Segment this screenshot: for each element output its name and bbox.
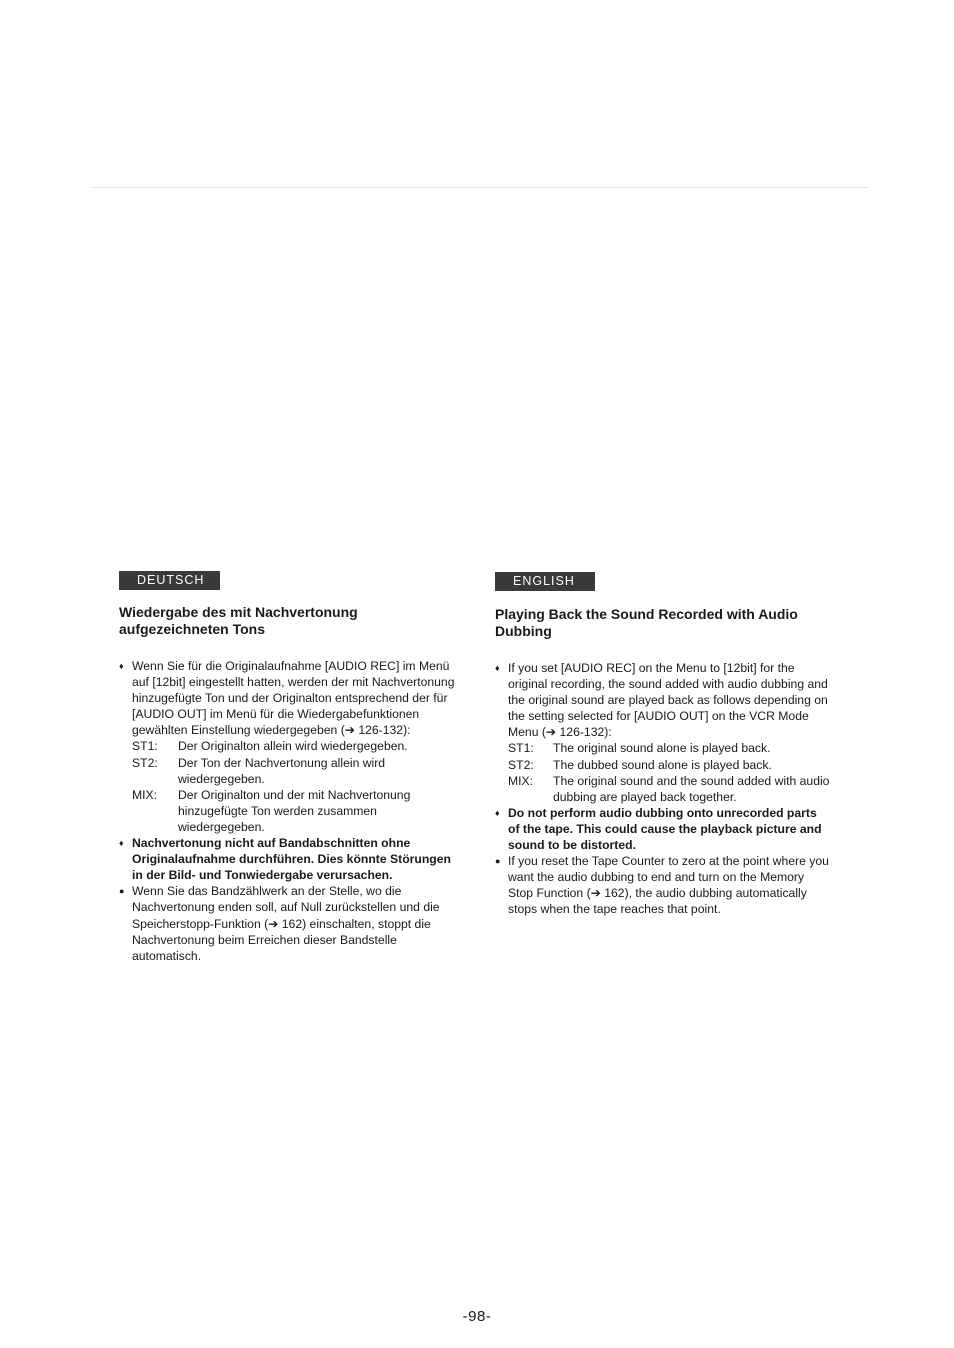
mode-description: The original sound alone is played back. (553, 741, 771, 756)
dot-bullet-icon: ● (119, 886, 125, 897)
english-mode-list (508, 740, 830, 804)
mode-description: The original sound and the sound added with audio dubbing are played back together. (553, 773, 830, 804)
deutsch-column (119, 571, 459, 964)
english-item-list (495, 660, 830, 918)
diamond-bullet-icon: ♦ (495, 663, 500, 673)
diamond-bullet-icon: ♦ (495, 807, 500, 818)
mode-description: The dubbed sound alone is played back. (553, 757, 772, 772)
mode-key: ST1: (132, 739, 158, 754)
english-item-playback-settings (495, 660, 830, 805)
deutsch-mode-row-mix (132, 787, 459, 835)
dot-bullet-icon: ● (495, 856, 501, 867)
english-mode-row-st1 (508, 740, 830, 756)
deutsch-mode-row-st2 (132, 755, 459, 787)
english-mode-row-st2 (508, 757, 830, 773)
deutsch-item-warning (119, 835, 459, 883)
mode-key: ST2: (132, 755, 158, 770)
deutsch-item-text: Nachvertonung nicht auf Bandabschnitten ohne Originalaufnahme durchführen. Dies könnte Störungen in der Bild- und Tonwiedergabe verursachen. (132, 836, 451, 883)
top-rule (92, 187, 867, 188)
english-section-title: Playing Back the Sound Recorded with Audio Dubbing (495, 606, 798, 639)
page-number: -98- (462, 1308, 492, 1325)
deutsch-mode-list (132, 738, 459, 835)
deutsch-section-title: Wiedergabe des mit Nachvertonung aufgezeichneten Tons (119, 604, 358, 637)
english-mode-row-mix (508, 773, 830, 805)
english-column (495, 571, 830, 918)
english-item-text: Do not perform audio dubbing onto unrecorded parts of the tape. This could cause the playback picture and sound to be distorted. (508, 805, 822, 853)
deutsch-language-badge: DEUTSCH (119, 571, 220, 590)
deutsch-item-playback-settings (119, 658, 459, 835)
mode-description: Der Originalton und der mit Nachvertonung hinzugefügte Ton werden zusammen wiedergegeben. (178, 787, 411, 834)
mode-key: MIX: (508, 773, 534, 788)
mode-key: MIX: (132, 787, 158, 802)
deutsch-item-memory-stop (119, 883, 459, 963)
deutsch-item-list (119, 658, 459, 964)
mode-description: Der Ton der Nachvertonung allein wird wiedergegeben. (178, 755, 386, 786)
english-item-text: If you set [AUDIO REC] on the Menu to [12bit] for the original recording, the sound added with audio dubbing and the original sound are played back as follows depending on the setting selected for [AUDIO OUT] on the VCR Mode Menu (➔ 126-132): (508, 661, 828, 740)
english-item-warning (495, 805, 830, 853)
mode-description: Der Originalton allein wird wiedergegeben. (178, 739, 408, 754)
english-language-badge: ENGLISH (495, 572, 595, 591)
english-item-memory-stop (495, 853, 830, 917)
deutsch-mode-row-st1 (132, 738, 459, 754)
english-item-text: If you reset the Tape Counter to zero at the point where you want the audio dubbing to end and turn on the Memory Stop Function (➔ 162), the audio dubbing automatically stops when the tape reaches that point. (508, 854, 829, 917)
deutsch-item-text: Wenn Sie für die Originalaufnahme [AUDIO REC] im Menü auf [12bit] eingestellt hatten, werden der mit Nachvertonung hinzugefügte Ton und der Originalton entsprechend der für [AUDIO OUT] im Menü für die Wiedergabefunktionen gewählten Einstellung wiedergegeben (➔ 126-132): (132, 659, 455, 738)
deutsch-item-text: Wenn Sie das Bandzählwerk an der Stelle, wo die Nachvertonung enden soll, auf Null zurückstellen und die Speicherstopp-Funktion (➔ 162) einschalten, stoppt die Nachvertonung beim Erreichen dieser Bandstelle automatisch. (132, 884, 440, 963)
mode-key: ST1: (508, 741, 534, 756)
diamond-bullet-icon: ♦ (119, 838, 124, 849)
mode-key: ST2: (508, 757, 534, 772)
diamond-bullet-icon: ♦ (119, 661, 124, 671)
